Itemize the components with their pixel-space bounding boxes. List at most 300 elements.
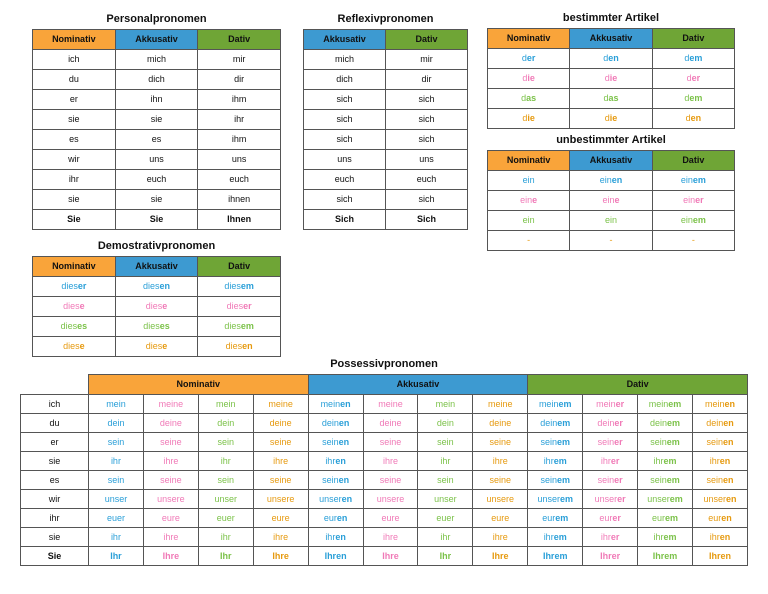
table-row: [21, 490, 748, 509]
table-cell: [570, 231, 652, 251]
word-ending: em: [553, 456, 567, 466]
word-ending: en: [723, 418, 734, 428]
word-ending: er: [614, 418, 623, 428]
word-stem: unser: [319, 494, 342, 504]
table-cell: [198, 490, 253, 509]
table-cell: [143, 528, 198, 547]
table-cell: [488, 69, 570, 89]
demonstrative-pronouns-table: [32, 256, 281, 357]
word-ending: em: [555, 513, 569, 523]
personal-pronouns-table: [32, 29, 281, 230]
table-cell: [583, 414, 638, 433]
table-cell: [488, 89, 570, 109]
table-cell: [418, 528, 473, 547]
table-cell: [115, 277, 198, 297]
word-ending: e: [289, 494, 295, 504]
table-row: [33, 277, 281, 297]
header-akkusativ: Akkusativ: [308, 375, 528, 395]
word-stem: sein: [322, 437, 339, 447]
table-cell: [89, 509, 144, 528]
table-row: [21, 414, 748, 433]
word-stem: Ihr: [492, 551, 504, 561]
table-row: [488, 89, 735, 109]
word-stem: -: [527, 235, 531, 245]
word-stem: unser: [594, 494, 618, 504]
word-stem: d: [604, 113, 610, 123]
table-cell: [198, 509, 253, 528]
word-stem: unser: [703, 494, 726, 504]
table-cell: [473, 471, 528, 490]
table-cell: ihr: [198, 110, 281, 130]
word-ending: em: [553, 532, 567, 542]
word-ending: en: [722, 475, 734, 485]
row-label: er: [21, 433, 89, 452]
word-ending: em: [666, 437, 680, 447]
table-cell: [198, 452, 253, 471]
word-ending: es: [77, 321, 88, 331]
table-row: [488, 69, 735, 89]
word-ending: en: [719, 456, 731, 466]
table-row: [488, 109, 735, 129]
table-cell: Ihnen: [198, 210, 281, 230]
word-ending: en: [338, 475, 350, 485]
table-cell: Sie: [115, 210, 198, 230]
word-stem: dein: [540, 418, 558, 428]
word-stem: ihr: [220, 456, 231, 466]
word-stem: ihr: [543, 456, 554, 466]
table-row: [304, 150, 468, 170]
table-cell: [143, 414, 198, 433]
word-stem: dein: [379, 418, 397, 428]
word-stem: d: [603, 93, 609, 103]
word-stem: unser: [434, 494, 457, 504]
table-cell: [583, 433, 638, 452]
word-ending: e: [79, 301, 85, 311]
table-cell: [528, 471, 583, 490]
word-ending: en: [335, 532, 346, 542]
personal-pronouns-title: Personalpronomen: [106, 13, 207, 25]
word-ending: ie: [527, 73, 535, 83]
table-cell: ihm: [198, 90, 281, 110]
table-cell: [115, 337, 198, 357]
table-cell: [528, 395, 583, 414]
table-cell: [363, 490, 418, 509]
word-stem: sein: [379, 437, 397, 447]
table-cell: [528, 528, 583, 547]
word-stem: sein: [322, 475, 339, 485]
table-cell: sich: [304, 130, 386, 150]
word-ending: e: [392, 456, 398, 466]
table-cell: [652, 89, 734, 109]
word-stem: sein: [107, 475, 125, 485]
word-ending: em: [559, 494, 573, 504]
header-akkusativ: Akkusativ: [570, 151, 652, 171]
word-stem: ihr: [110, 456, 121, 466]
table-cell: [583, 395, 638, 414]
word-stem: ihr: [709, 456, 720, 466]
word-ending: em: [556, 437, 570, 447]
word-ending: e: [396, 437, 402, 447]
word-stem: dies: [224, 321, 241, 331]
word-stem: ihr: [273, 456, 284, 466]
word-ending: er: [617, 494, 626, 504]
word-stem: ihr: [163, 456, 174, 466]
word-stem: ein: [683, 195, 696, 205]
word-ending: em: [689, 93, 703, 103]
word-ending: e: [79, 341, 85, 351]
word-stem: Ihr: [324, 551, 337, 561]
table-cell: [692, 414, 747, 433]
table-cell: [652, 231, 734, 251]
word-ending: em: [663, 532, 677, 542]
word-ending: em: [554, 551, 568, 561]
table-cell: [253, 547, 308, 566]
header-akkusativ: Akkusativ: [115, 257, 198, 277]
word-stem: sein: [706, 475, 723, 485]
word-ending: em: [692, 215, 706, 225]
table-cell: [198, 277, 281, 297]
table-cell: [143, 547, 198, 566]
table-cell: sie: [33, 110, 116, 130]
table-row: [304, 50, 468, 70]
word-stem: mein: [488, 399, 508, 409]
table-cell: [473, 528, 528, 547]
word-stem: ihr: [325, 532, 336, 542]
word-ending: em: [558, 399, 572, 409]
header-dativ: Dativ: [652, 151, 734, 171]
table-cell: [89, 471, 144, 490]
table-cell: dir: [386, 70, 468, 90]
header-nominativ: Nominativ: [488, 29, 570, 49]
word-stem: Ihr: [110, 551, 122, 561]
table-cell: dir: [198, 70, 281, 90]
word-stem: d: [521, 93, 527, 103]
table-cell: [89, 433, 144, 452]
table-cell: [308, 395, 363, 414]
word-stem: Ihr: [652, 551, 665, 561]
table-cell: [115, 297, 198, 317]
word-ending: er: [695, 195, 704, 205]
table-cell: [198, 414, 253, 433]
word-stem: unser: [104, 494, 128, 504]
word-stem: ihr: [163, 532, 174, 542]
word-ending: e: [283, 551, 289, 561]
table-row: [488, 231, 735, 251]
table-cell: [253, 433, 308, 452]
table-cell: [473, 433, 528, 452]
table-cell: [308, 433, 363, 452]
personal-pronouns-section: [32, 11, 281, 230]
word-stem: dies: [60, 321, 78, 331]
table-cell: [308, 452, 363, 471]
table-cell: uns: [304, 150, 386, 170]
table-cell: [473, 414, 528, 433]
word-ending: er: [610, 456, 620, 466]
table-cell: er: [33, 90, 116, 110]
table-cell: Sich: [304, 210, 386, 230]
corner-cell: [21, 375, 89, 395]
word-stem: -: [609, 235, 613, 245]
word-stem: d: [685, 113, 691, 123]
word-ending: e: [506, 475, 512, 485]
word-stem: euer: [106, 513, 125, 523]
table-cell: Sie: [33, 210, 116, 230]
table-cell: [33, 317, 116, 337]
word-stem: ihr: [543, 532, 554, 542]
table-cell: [418, 452, 473, 471]
table-cell: [692, 490, 747, 509]
header-dativ: Dativ: [198, 30, 281, 50]
word-stem: sein: [107, 437, 125, 447]
word-stem: Ihr: [382, 551, 394, 561]
table-cell: [418, 471, 473, 490]
table-cell: [488, 109, 570, 129]
word-stem: mein: [378, 399, 398, 409]
table-cell: [570, 49, 652, 69]
table-cell: [583, 490, 638, 509]
table-row: [33, 150, 281, 170]
word-ending: er: [614, 437, 623, 447]
table-cell: euch: [304, 170, 386, 190]
definite-article-title: bestimmter Artikel: [562, 12, 660, 24]
word-stem: dein: [650, 418, 668, 428]
row-label: wir: [21, 490, 89, 509]
table-cell: [363, 414, 418, 433]
word-ending: e: [503, 551, 509, 561]
word-ending: en: [719, 532, 731, 542]
demonstrative-pronouns-section: [32, 238, 281, 357]
table-cell: [473, 395, 528, 414]
table-cell: euch: [115, 170, 198, 190]
word-ending: er: [614, 475, 623, 485]
word-ending: e: [506, 437, 512, 447]
table-cell: [143, 452, 198, 471]
table-row: [33, 297, 281, 317]
word-stem: ihr: [110, 532, 121, 542]
table-row: [33, 210, 281, 230]
table-cell: [143, 471, 198, 490]
word-stem: sein: [650, 475, 667, 485]
word-ending: e: [399, 494, 405, 504]
table-cell: [363, 433, 418, 452]
table-cell: sich: [386, 190, 468, 210]
row-label: sie: [21, 452, 89, 471]
table-cell: [638, 490, 693, 509]
table-cell: sie: [115, 110, 198, 130]
table-cell: [308, 471, 363, 490]
header-dativ: Dativ: [652, 29, 734, 49]
table-cell: [198, 433, 253, 452]
table-cell: [308, 528, 363, 547]
word-stem: mein: [538, 399, 559, 409]
word-stem: d: [684, 53, 690, 63]
table-cell: [418, 547, 473, 566]
table-cell: [638, 433, 693, 452]
demonstrative-pronouns-title: Demostrativpronomen: [97, 240, 216, 252]
table-cell: [570, 69, 652, 89]
word-stem: sein: [597, 475, 615, 485]
definite-article-table: [487, 28, 735, 129]
table-cell: [363, 452, 418, 471]
word-stem: Ihr: [542, 551, 555, 561]
table-cell: [652, 49, 734, 69]
table-cell: [638, 509, 693, 528]
table-cell: [418, 490, 473, 509]
table-cell: sie: [33, 190, 116, 210]
table-cell: [363, 547, 418, 566]
table-cell: Sich: [386, 210, 468, 230]
word-ending: ie: [527, 113, 535, 123]
table-cell: [253, 509, 308, 528]
word-ending: e: [286, 418, 292, 428]
table-row: [488, 49, 735, 69]
table-cell: [488, 191, 570, 211]
table-cell: sich: [386, 110, 468, 130]
word-stem: dies: [61, 281, 78, 291]
word-ending: em: [692, 175, 706, 185]
word-ending: e: [178, 399, 184, 409]
table-cell: [638, 547, 693, 566]
word-ending: en: [690, 113, 702, 123]
word-ending: en: [338, 418, 350, 428]
word-stem: sein: [437, 475, 454, 485]
word-stem: sein: [269, 475, 287, 485]
word-ending: en: [336, 513, 348, 523]
word-stem: ihr: [492, 456, 503, 466]
word-stem: ein: [522, 175, 535, 185]
word-stem: dies: [142, 281, 160, 291]
table-cell: euch: [386, 170, 468, 190]
table-row: [304, 110, 468, 130]
word-ending: e: [283, 532, 289, 542]
word-stem: eur: [542, 513, 556, 523]
table-cell: [488, 231, 570, 251]
word-stem: d: [603, 53, 609, 63]
table-cell: [418, 509, 473, 528]
table-cell: [473, 452, 528, 471]
table-cell: [583, 509, 638, 528]
table-cell: es: [33, 130, 116, 150]
table-row: [21, 433, 748, 452]
table-row: [304, 70, 468, 90]
table-cell: [198, 297, 281, 317]
word-ending: e: [504, 513, 510, 523]
word-stem: sein: [160, 437, 177, 447]
word-stem: dein: [159, 418, 177, 428]
word-stem: unser: [214, 494, 238, 504]
word-ending: en: [720, 551, 731, 561]
word-stem: eur: [491, 513, 505, 523]
table-row: [488, 211, 735, 231]
word-stem: mein: [435, 399, 456, 409]
word-ending: e: [173, 532, 179, 542]
table-cell: dich: [304, 70, 386, 90]
word-stem: sein: [217, 475, 235, 485]
word-ending: e: [173, 456, 179, 466]
table-cell: [33, 277, 116, 297]
word-stem: ihr: [273, 532, 284, 542]
indefinite-article-table: [487, 150, 735, 251]
word-ending: e: [179, 494, 185, 504]
table-cell: uns: [386, 150, 468, 170]
word-ending: e: [506, 418, 512, 428]
word-stem: dein: [321, 418, 339, 428]
table-cell: [638, 395, 693, 414]
table-cell: [253, 471, 308, 490]
word-ending: en: [159, 281, 170, 291]
table-cell: [89, 452, 144, 471]
table-cell: [198, 317, 281, 337]
word-ending: e: [532, 195, 538, 205]
word-stem: dein: [436, 418, 454, 428]
word-stem: sein: [269, 437, 287, 447]
word-stem: ihr: [709, 532, 720, 542]
table-cell: [115, 317, 198, 337]
word-ending: e: [174, 551, 180, 561]
table-row: [33, 170, 281, 190]
table-cell: [652, 109, 734, 129]
word-ending: em: [240, 281, 254, 291]
word-stem: ihr: [492, 532, 503, 542]
table-row: [21, 395, 748, 414]
word-ending: em: [557, 418, 571, 428]
word-stem: eur: [708, 513, 722, 523]
word-ending: em: [668, 399, 682, 409]
word-stem: ein: [680, 215, 693, 225]
word-stem: ein: [520, 195, 533, 205]
table-row: [33, 50, 281, 70]
word-ending: en: [611, 175, 623, 185]
word-ending: ie: [609, 113, 618, 123]
word-ending: e: [286, 437, 292, 447]
table-row: [21, 452, 748, 471]
table-cell: [652, 171, 734, 191]
header-dativ: Dativ: [198, 257, 281, 277]
word-stem: dies: [63, 301, 80, 311]
table-cell: [308, 414, 363, 433]
word-stem: ein: [680, 175, 693, 185]
word-ending: er: [526, 53, 536, 63]
possessive-pronouns-section: [20, 356, 748, 566]
word-stem: eur: [381, 513, 395, 523]
word-ending: e: [394, 513, 400, 523]
table-cell: [583, 547, 638, 566]
indefinite-article-section: [487, 132, 735, 251]
word-stem: eur: [599, 513, 613, 523]
table-cell: [143, 490, 198, 509]
word-ending: e: [174, 513, 180, 523]
word-stem: mein: [320, 399, 341, 409]
word-stem: unser: [157, 494, 180, 504]
table-cell: [652, 69, 734, 89]
table-cell: [528, 547, 583, 566]
word-ending: er: [612, 513, 621, 523]
word-stem: ein: [522, 215, 535, 225]
word-stem: mein: [596, 399, 616, 409]
word-stem: sein: [706, 437, 723, 447]
word-ending: e: [176, 437, 182, 447]
word-stem: Ihr: [600, 551, 612, 561]
word-ending: en: [608, 53, 619, 63]
table-cell: sich: [304, 110, 386, 130]
table-row: [304, 90, 468, 110]
table-cell: [143, 433, 198, 452]
word-ending: er: [77, 281, 87, 291]
word-ending: er: [615, 399, 625, 409]
word-stem: mein: [704, 399, 725, 409]
table-cell: [418, 414, 473, 433]
word-stem: d: [686, 73, 692, 83]
